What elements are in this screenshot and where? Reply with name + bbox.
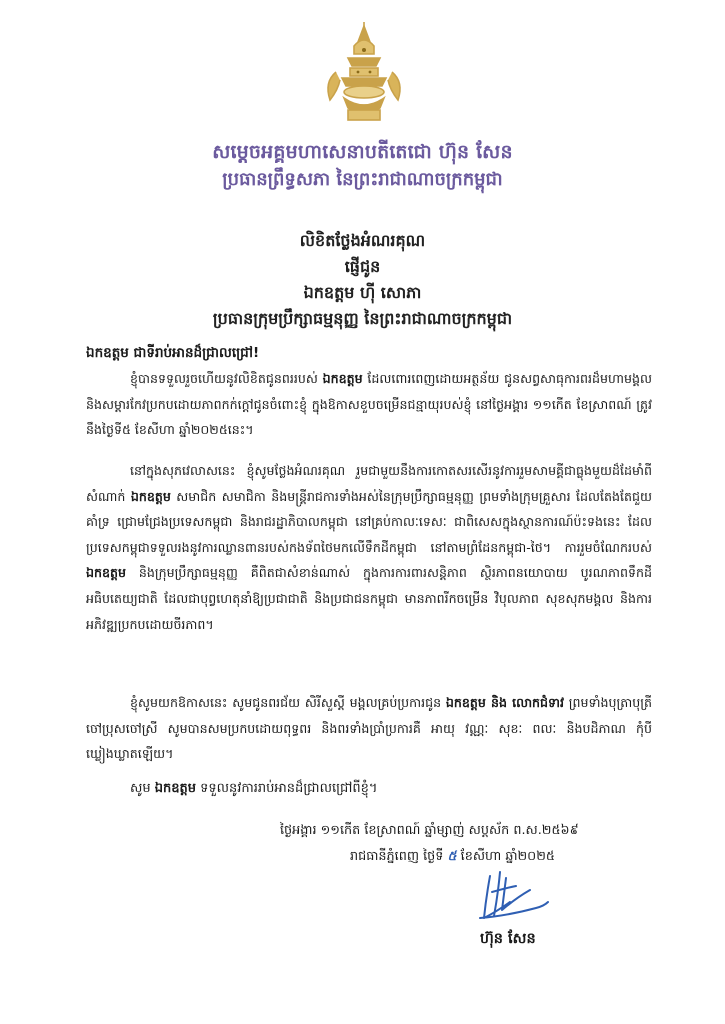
paragraph-text: ខ្ញុំបានទទួលរួចហើយនូវលិខិតជូនពររបស់ (130, 371, 323, 386)
paragraph-emphasis: ឯកឧត្តម (322, 371, 363, 386)
closing-line (130, 780, 377, 799)
date-block (280, 818, 579, 870)
letter-title-block (0, 228, 725, 332)
paragraph-text: ដែលពោរពេញដោយអត្ថន័យ ជូនសព្វសាធុការពរដ៏មហាមង្គល និងសម្តារកែវប្រកបដោយភាពកក់ក្តៅជូនចំពោះខ្ញុំ ក្នុងឱកាសខួបចម្រើនជន្មាយុរបស់ខ្ញុំ នៅថ្ងៃអង្គារ ១១កើត ខែស្រាពណ៍ ត្រូវនឹងថ្ងៃទី៥ ខែសីហា ឆ្នាំ២០២៥នេះ។ (86, 371, 652, 438)
royal-emblem-icon (318, 20, 410, 128)
paragraph-emphasis: ឯកឧត្តម (86, 565, 126, 581)
handwritten-signature (476, 868, 550, 926)
handwritten-day: ៥ (447, 849, 457, 864)
paragraph-text: នៅក្នុងសុភវេលាសនេះ ខ្ញុំសូមថ្លែងអំណរគុណ រួមជាមួយនឹងការកោតសរសើរនូវការរួមសាមគ្គីជាធ្លុងមួយដ៏ដែមាំពីសំណាក់ (86, 463, 652, 504)
lunar-date: ថ្ងៃអង្គារ ១១កើត ខែស្រាពណ៍ ឆ្នាំម្សាញ់ សប្តស័ក ព.ស.២៥៦៩ (280, 823, 579, 838)
paragraph-text: និងក្រុមប្រឹក្សាធម្មនុញ្ញ គឺពិតជាសំខាន់ណាស់ ក្នុងការការពារសន្តិភាព ស្ថិរភាពនយោបាយ បូរណភាពទឹកដី អធិបតេយ្យជាតិ ដែលជាបុព្វហេតុនាំឱ្យប្រជាជាតិ និងប្រជាជនកម្ពុជា មានភាពរីកចម្រើន វិបុលភាព សុខសុភមង្គល និងការអភិវឌ្ឍប្រកបដោយចីរភាព។ (86, 565, 652, 632)
paragraph-3 (86, 690, 652, 767)
sender-header (0, 138, 725, 194)
paragraph-text: ខ្ញុំសូមយកឱកាសនេះ សូមជូនពរជ័យ សិរីសួស្តី មង្គលគ្រប់ប្រការជូន (130, 695, 446, 710)
salutation: ឯកឧត្តម ជាទីរាប់អានដ៏ជ្រាលជ្រៅ! (86, 345, 260, 361)
place-date (280, 844, 579, 870)
paragraph-emphasis: ឯកឧត្តម (130, 488, 171, 504)
closing-suffix: ទទួលនូវការរាប់អានដ៏ជ្រាលជ្រៅពីខ្ញុំ។ (196, 781, 378, 796)
sender-title: ប្រធានព្រឹទ្ធសភា នៃព្រះរាជាណាចក្រកម្ពុជា (222, 169, 503, 190)
addressed-to-label: ផ្ញើជូន (344, 257, 381, 276)
paragraph-1 (86, 366, 652, 443)
place-date-suffix: ខែសីហា ឆ្នាំ២០២៥ (456, 849, 555, 864)
recipient-name: ឯកឧត្តម ហ៊ី សោភា (303, 283, 422, 302)
recipient-title: ប្រធានក្រុមប្រឹក្សាធម្មនុញ្ញ នៃព្រះរាជាណាចក្រកម្ពុជា (212, 309, 513, 328)
signatory-name: ហ៊ុន សែន (480, 931, 536, 947)
paragraph-text: ព្រមទាំងបុត្រាបុត្រី ចៅប្រុសចៅស្រី សូមបានសមប្រកបដោយពុទ្ធពរ និងពរទាំងប្រាំប្រការគឺ អាយុ វណ្ណៈ សុខៈ ពលៈ និងបដិភាណ កុំបីឃ្លៀងឃ្លាតឡើយ។ (86, 695, 652, 762)
closing-prefix: សូម (130, 781, 155, 796)
letter-title: លិខិតថ្លែងអំណរគុណ (299, 231, 426, 250)
paragraph-2 (86, 458, 652, 637)
paragraph-emphasis: ឯកឧត្តម និង លោកជំទាវ (445, 695, 565, 710)
sender-name: សម្តេចអគ្គមហាសេនាបតីតេជោ ហ៊ុន សែន (212, 141, 513, 163)
paragraph-text: សមាជិក សមាជិកា និងមន្ត្រីរាជការទាំងអស់នៃក្រុមប្រឹក្សាធម្មនុញ្ញ ព្រមទាំងក្រុមគ្រួសារ ដែលតែងតែជួយគាំទ្រ ជ្រោមជ្រែងប្រទេសកម្ពុជា និងរាជរដ្ឋាភិបាលកម្ពុជា នៅគ្រប់កាលៈទេសៈ ជាពិសេសក្នុងស្ថានការណ៍ប៉ះទងនេះ ដែលប្រទេសកម្ពុជាទទួលរងនូវការឈ្លានពានរបស់កងទ័ពថៃមកលើទឹកដីកម្ពុជា នៅតាមព្រំដែនកម្ពុជា-ថៃ។ ការរួមចំណែករបស់ (86, 488, 652, 555)
closing-emphasis: ឯកឧត្តម (154, 781, 197, 796)
place-date-prefix: រាជធានីភ្នំពេញ ថ្ងៃទី (350, 849, 448, 864)
